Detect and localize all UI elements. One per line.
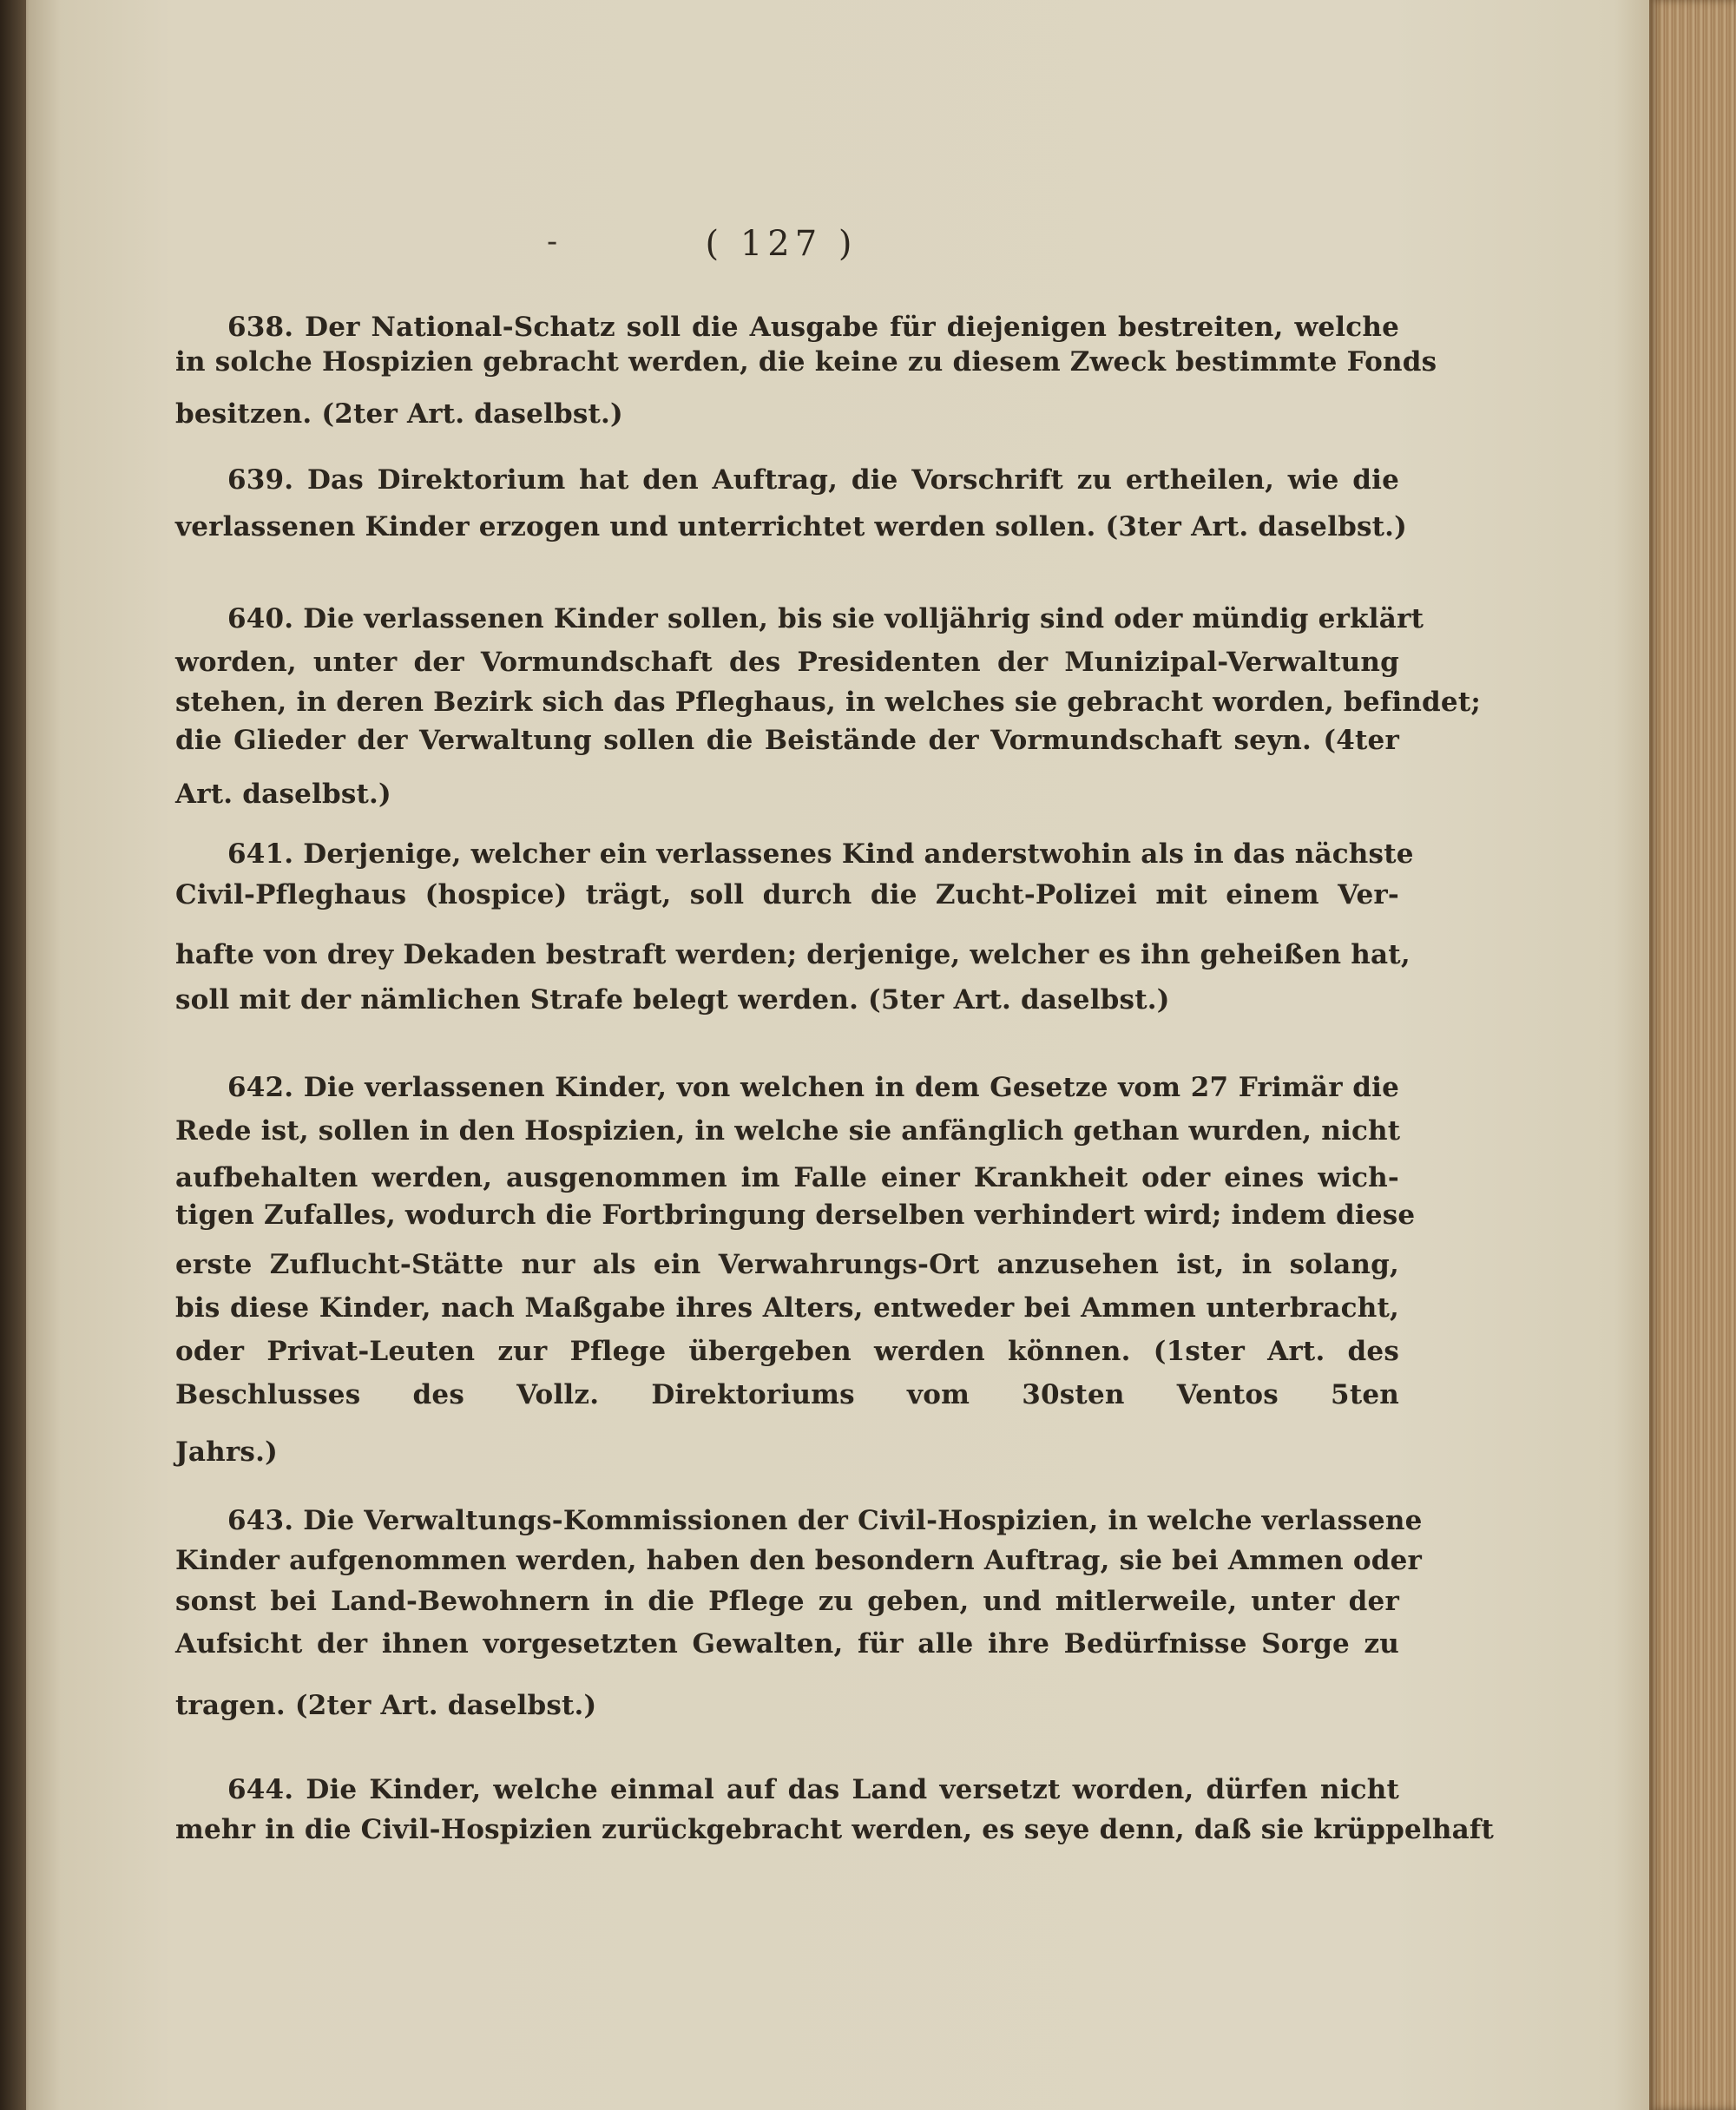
text-line: Rede ist, sollen in den Hospizien, in welche sie anfänglich gethan wurden, nicht [175, 1115, 1401, 1147]
text-line: worden, unter der Vormundschaft des Presidenten der Munizipal-Verwaltung [175, 647, 1399, 678]
text-line: soll mit der nämlichen Strafe belegt werden. (5ter Art. daselbst.) [175, 984, 1170, 1016]
text-line: Art. daselbst.) [175, 779, 391, 810]
text-line: tigen Zufalles, wodurch die Fortbringung derselben verhindert wird; indem diese [175, 1200, 1416, 1231]
text-line: 639. Das Direktorium hat den Auftrag, die Vorschrift zu ertheilen, wie die [227, 464, 1399, 496]
text-line: die Glieder der Verwaltung sollen die Beistände der Vormundschaft seyn. (4ter [175, 725, 1399, 756]
text-line: 644. Die Kinder, welche einmal auf das Land versetzt worden, dürfen nicht [227, 1774, 1399, 1805]
text-line: 642. Die verlassenen Kinder, von welchen in dem Gesetze vom 27 Frimär die [227, 1072, 1399, 1103]
text-line: erste Zuflucht-Stätte nur als ein Verwahrungs-Ort anzusehen ist, in solang, [175, 1249, 1399, 1280]
text-line: aufbehalten werden, ausgenommen im Falle einer Krankheit oder eines wich- [175, 1162, 1399, 1193]
text-line: stehen, in deren Bezirk sich das Pfleghaus, in welches sie gebracht worden, befindet; [175, 687, 1482, 718]
page-number: ( 127 ) [705, 224, 858, 264]
text-line: mehr in die Civil-Hospizien zurückgebracht werden, es seye denn, daß sie krüppelhaft [175, 1814, 1494, 1845]
text-line: 641. Derjenige, welcher ein verlassenes Kind anderstwohin als in das nächste [227, 838, 1414, 870]
text-line: hafte von drey Dekaden bestraft werden; derjenige, welcher es ihn geheißen hat, [175, 939, 1410, 970]
text-line: Aufsicht der ihnen vorgesetzten Gewalten, für alle ihre Bedürfnisse Sorge zu [175, 1628, 1399, 1660]
header-mark: - [547, 224, 558, 260]
page-stack-edges [1649, 0, 1736, 2110]
text-line: Beschlusses des Vollz. Direktoriums vom 30sten Ventos 5ten [175, 1379, 1399, 1410]
text-line: besitzen. (2ter Art. daselbst.) [175, 398, 623, 430]
text-line: bis diese Kinder, nach Maßgabe ihres Alters, entweder bei Ammen unterbracht, [175, 1292, 1399, 1324]
text-line: 640. Die verlassenen Kinder sollen, bis sie volljährig sind oder mündig erklärt [227, 603, 1424, 634]
text-line: oder Privat-Leuten zur Pflege übergeben werden können. (1ster Art. des [175, 1336, 1399, 1367]
text-line: tragen. (2ter Art. daselbst.) [175, 1690, 597, 1721]
text-line: Civil-Pfleghaus (hospice) trägt, soll durch die Zucht-Polizei mit einem Ver- [175, 879, 1399, 910]
text-line: 638. Der National-Schatz soll die Ausgabe für diejenigen bestreiten, welche [227, 312, 1399, 343]
facing-page-edge [0, 0, 26, 2110]
text-line: Kinder aufgenommen werden, haben den besondern Auftrag, sie bei Ammen oder [175, 1545, 1423, 1576]
text-line: 643. Die Verwaltungs-Kommissionen der Civil-Hospizien, in welche verlassene [227, 1505, 1423, 1536]
text-line: verlassenen Kinder erzogen und unterrichtet werden sollen. (3ter Art. daselbst.) [175, 511, 1407, 542]
text-line: in solche Hospizien gebracht werden, die keine zu diesem Zweck bestimmte Fonds [175, 346, 1437, 378]
text-line: Jahrs.) [175, 1436, 278, 1468]
text-line: sonst bei Land-Bewohnern in die Pflege zu geben, und mitlerweile, unter der [175, 1586, 1399, 1617]
